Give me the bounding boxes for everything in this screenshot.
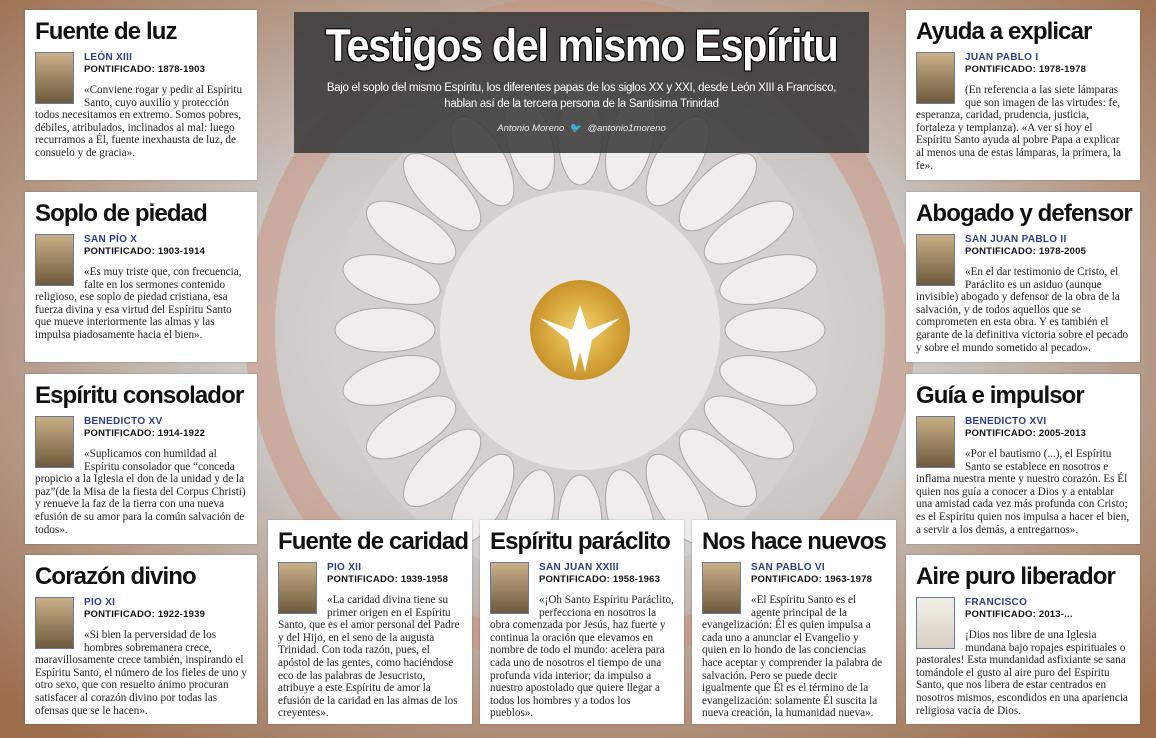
pontificate-dates: PONTIFICADO: 1914-1922: [84, 428, 206, 439]
pope-name: SAN PABLO VI: [751, 562, 825, 573]
rosette-petal: [335, 308, 435, 352]
twitter-handle[interactable]: @antonio1moreno: [587, 123, 666, 134]
pontificate-dates: PONTIFICADO: 1958-1963: [539, 574, 661, 585]
pope-name: SAN JUAN XXIII: [539, 562, 619, 573]
pope-portrait: [35, 52, 74, 104]
pontificate-dates: PONTIFICADO: 1963-1978: [751, 574, 873, 585]
pope-quote: «En el dar testimonio de Cristo, el Paráclito es un asiduo (aunque invisible) abogado y defensor de la obra de la salvación, y de todos aquellos que se comprometen en esta obra. Y es también el garante de la definitiva victoria sobre el pecado y sobre el mundo sometido al pecado».: [916, 266, 1129, 354]
pope-card: [906, 192, 1140, 362]
byline: [294, 123, 869, 134]
pontificate-dates: PONTIFICADO: 1978-2005: [965, 246, 1087, 257]
pope-name: JUAN PABLO I: [965, 52, 1039, 63]
pope-quote: (En referencia a las siete lámparas que son imagen de las virtudes: fe, esperanza, caridad, prudencia, justicia, fortaleza y templanza). «A ver si hoy el Espíritu Santo ayuda al pobre Papa a explicar al menos una de estas lámparas, la primera, la fe».: [916, 84, 1122, 172]
pope-name: SAN JUAN PABLO II: [965, 234, 1067, 245]
card-title: Espíritu consolador: [35, 382, 244, 409]
pope-card: [25, 10, 257, 180]
pope-portrait: [916, 597, 955, 649]
pope-name: PIO XI: [84, 597, 116, 608]
pope-portrait: [278, 562, 317, 614]
pope-portrait: [35, 416, 74, 468]
pope-name: SAN PÍO X: [84, 234, 138, 245]
pope-portrait: [916, 234, 955, 286]
pontificate-dates: PONTIFICADO: 2013-...: [965, 609, 1073, 620]
pontificate-dates: PONTIFICADO: 1878-1903: [84, 64, 206, 75]
pontificate-dates: PONTIFICADO: 1922-1939: [84, 609, 206, 620]
pope-portrait: [916, 416, 955, 468]
pope-quote: «¡Oh Santo Espíritu Paráclito, perfecciona en nosotros la obra comenzada por Jesús, haz fuerte y continua la oración que elevamos en nombre de todo el mundo: acelera para cada uno de nosotros el tiempo de una profunda vida interior; da impulso a nuestro apostolado que quiere llegar a todos los hombres y a todos los pueblos».: [490, 594, 674, 720]
pope-name: FRANCISCO: [965, 597, 1028, 608]
card-title: Fuente de luz: [35, 18, 177, 45]
header-banner: [294, 12, 869, 153]
card-title: Soplo de piedad: [35, 200, 207, 227]
pontificate-dates: PONTIFICADO: 2005-2013: [965, 428, 1087, 439]
author-name: Antonio Moreno: [497, 123, 565, 134]
pope-name: BENEDICTO XV: [84, 416, 163, 427]
pope-name: BENEDICTO XVI: [965, 416, 1047, 427]
twitter-bird-icon: 🐦: [569, 123, 582, 134]
pope-card: [692, 520, 896, 724]
pope-quote: «Suplicamos con humildad al Espíritu consolador que “conceda propicio a la Iglesia el don de la unidad y de la paz”(de la Misa de la fiesta del Corpus Christi) y renueve la faz de la tierra con una nueva efusión de su amor para la común salvación de todos».: [35, 448, 246, 536]
pope-card: [25, 555, 257, 724]
pope-portrait: [490, 562, 529, 614]
page-title: Testigos del mismo Espíritu: [325, 20, 838, 71]
pope-card: [906, 555, 1140, 724]
card-title: Corazón divino: [35, 563, 196, 590]
pope-card: [25, 192, 257, 362]
pope-quote: «La caridad divina tiene su primer origen en el Espíritu Santo, que es el amor personal del Padre y del Hijo, en el seno de la augusta Trinidad. Con toda razón, pues, el apóstol de las gentes, como haciéndose eco de las palabras de Jesucristo, atribuye a este Espíritu de amor la efusión de la caridad en las almas de los creyentes».: [278, 594, 460, 720]
card-title: Ayuda a explicar: [916, 18, 1092, 45]
pope-name: LEÓN XIII: [84, 52, 133, 63]
pope-portrait: [35, 597, 74, 649]
card-title: Espíritu paráclito: [490, 528, 670, 555]
pope-portrait: [916, 52, 955, 104]
pontificate-dates: PONTIFICADO: 1903-1914: [84, 246, 206, 257]
pope-card: [25, 374, 257, 544]
pope-quote: «Si bien la perversidad de los hombres sobremanera crece, maravillosamente crece también, inspirando el Espíritu Santo, el número de los fieles de uno y otro sexo, que con resuelto ánimo procuran satisfacer al corazón divino por todas las ofensas que se le hacen».: [35, 629, 247, 717]
pope-portrait: [35, 234, 74, 286]
pope-quote: «Conviene rogar y pedir al Espíritu Santo, cuyo auxilio y protección todos necesitamos en extremo. Somos pobres, débiles, atribulados, inclinados al mal: luego recurramos a Él, fuente inexhausta de luz, de consuelo y de gracia».: [35, 84, 243, 159]
pope-portrait: [702, 562, 741, 614]
pope-quote: «El Espíritu Santo es el agente principal de la evangelización: Él es quien impulsa a cada uno a anunciar el Evangelio y quien en lo hondo de las conciencias hace aceptar y comprender la palabra de salvación. Pero se puede decir igualmente que Él es el término de la evangelización: solamente Él suscita la nueva creación, la humanidad nueva».: [702, 594, 883, 720]
pope-card: [906, 374, 1140, 544]
card-title: Fuente de caridad: [278, 528, 469, 555]
card-title: Guía e impulsor: [916, 382, 1084, 409]
rosette-petal: [725, 308, 825, 352]
card-title: Nos hace nuevos: [702, 528, 886, 555]
pontificate-dates: PONTIFICADO: 1939-1958: [327, 574, 449, 585]
pope-name: PIO XII: [327, 562, 362, 573]
pope-quote: «Por el bautismo (...), el Espíritu Santo se establece en nosotros e inflama nuestra mente y nuestro corazón. Es Él quien nos guía a conocer a Dios y a entablar una amistad cada vez más profunda con Cristo; es el Espíritu quien nos impulsa a hacer el bien, a servir a los demás, a entregarnos».: [916, 448, 1130, 536]
pope-card: [268, 520, 472, 724]
pontificate-dates: PONTIFICADO: 1978-1978: [965, 64, 1087, 75]
card-title: Abogado y defensor: [916, 200, 1132, 227]
card-title: Aire puro liberador: [916, 563, 1115, 590]
pope-card: [480, 520, 684, 724]
pope-card: [906, 10, 1140, 180]
pope-quote: ¡Dios nos libre de una Iglesia mundana bajo ropajes espirituales o pastorales! Esta mundanidad asfixiante se sana tomándole el gusto al aire puro del Espíritu Santo, que nos libera de estar centrados en nosotros mismos, escondidos en una apariencia religiosa vacía de Dios.: [916, 629, 1128, 717]
page-subtitle: Bajo el soplo del mismo Espíritu, los diferentes papas de los siglos XX y XXI, desde León XIII a Francisco, hablan así de la tercera persona de la Santísima Trinidad: [326, 82, 837, 110]
pope-quote: «Es muy triste que, con frecuencia, falte en los sermones contenido religioso, ese soplo de piedad cristiana, esa fuerza divina y esa virtud del Espíritu Santo que mueve interiormente las almas y las impulsa piadosamente hacia el bien».: [35, 266, 242, 341]
